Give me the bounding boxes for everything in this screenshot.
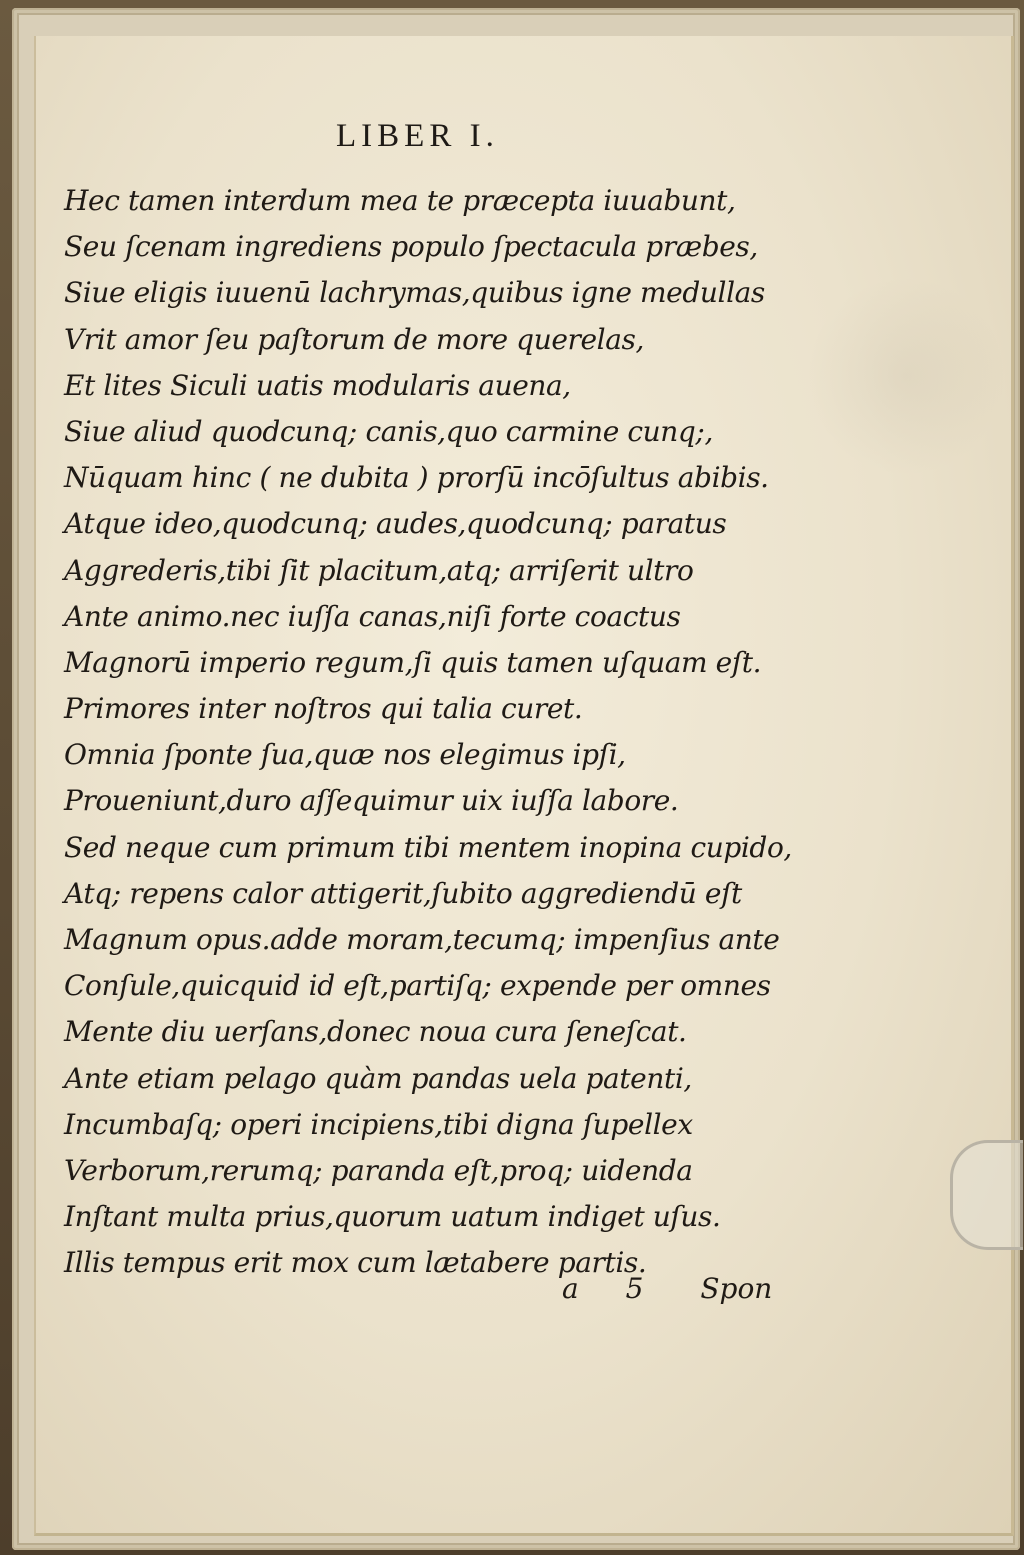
verse-line: Magnum opus.adde moram,tecumq; impenſius ante (64, 923, 780, 956)
catchword: Spon (700, 1272, 773, 1305)
verse-line: Verborum,rerumq; paranda eſt,proq; uidenda (64, 1153, 693, 1187)
verse-line: Magnorū imperio regum,ſi quis tamen uſquam eſt. (64, 645, 762, 679)
verse-line: Ante etiam pelago quàm pandas uela patenti, (64, 1061, 692, 1095)
verse-line: Nūquam hinc ( ne dubita ) prorſū incōſultus abibis. (64, 461, 769, 495)
verse-line: Seu ſcenam ingrediens populo ſpectacula præbes, (64, 230, 758, 264)
verse-line: Sed neque cum primum tibi mentem inopina cupido, (64, 830, 792, 864)
verse-line: Conſule,quicquid id eſt,partiſq; expende per omnes (64, 969, 771, 1003)
verse-line: Vrit amor ſeu paſtorum de more querelas, (64, 322, 644, 356)
verse-line: Proueniunt,duro aſſequimur uix iuſſa labore. (64, 784, 679, 818)
verse-line: Hec tamen interdum mea te præcepta iuuabunt, (64, 184, 736, 217)
verse-line: Siue eligis iuuenū lachrymas,quibus igne medullas (64, 276, 765, 310)
verse-line: Primores inter noſtros qui talia curet. (64, 692, 583, 726)
verse-line: Inſtant multa prius,quorum uatum indiget uſus. (64, 1200, 721, 1234)
signature-mark: a (562, 1272, 579, 1305)
verse-line: Mente diu uerſans,donec noua cura ſeneſcat. (64, 1015, 687, 1049)
verse-line: Atque ideo,quodcunq; audes,quodcunq; paratus (64, 507, 727, 541)
verse-line: Illis tempus erit mox cum lætabere partis. (64, 1246, 647, 1280)
verse-text (64, 178, 864, 1287)
verse-line: Ante animo.nec iuſſa canas,niſi forte coactus (64, 599, 681, 633)
page-clip (950, 1140, 1023, 1250)
running-head: LIBER I. (336, 118, 499, 154)
verse-line: Siue aliud quodcunq; canis,quo carmine cunq;, (64, 414, 713, 448)
verse-line: Omnia ſponte ſua,quæ nos elegimus ipſi, (64, 738, 626, 772)
signature-number: 5 (625, 1272, 644, 1305)
verse-line: Atq; repens calor attigerit,ſubito aggrediendū eſt (64, 876, 742, 910)
verse-line: Et lites Siculi uatis modularis auena, (64, 368, 571, 402)
verse-line: Incumbaſq; operi incipiens,tibi digna ſupellex (64, 1107, 693, 1141)
verse-line: Aggrederis,tibi ſit placitum,atq; arriſerit ultro (64, 553, 694, 587)
page-footer-line (562, 1272, 772, 1305)
